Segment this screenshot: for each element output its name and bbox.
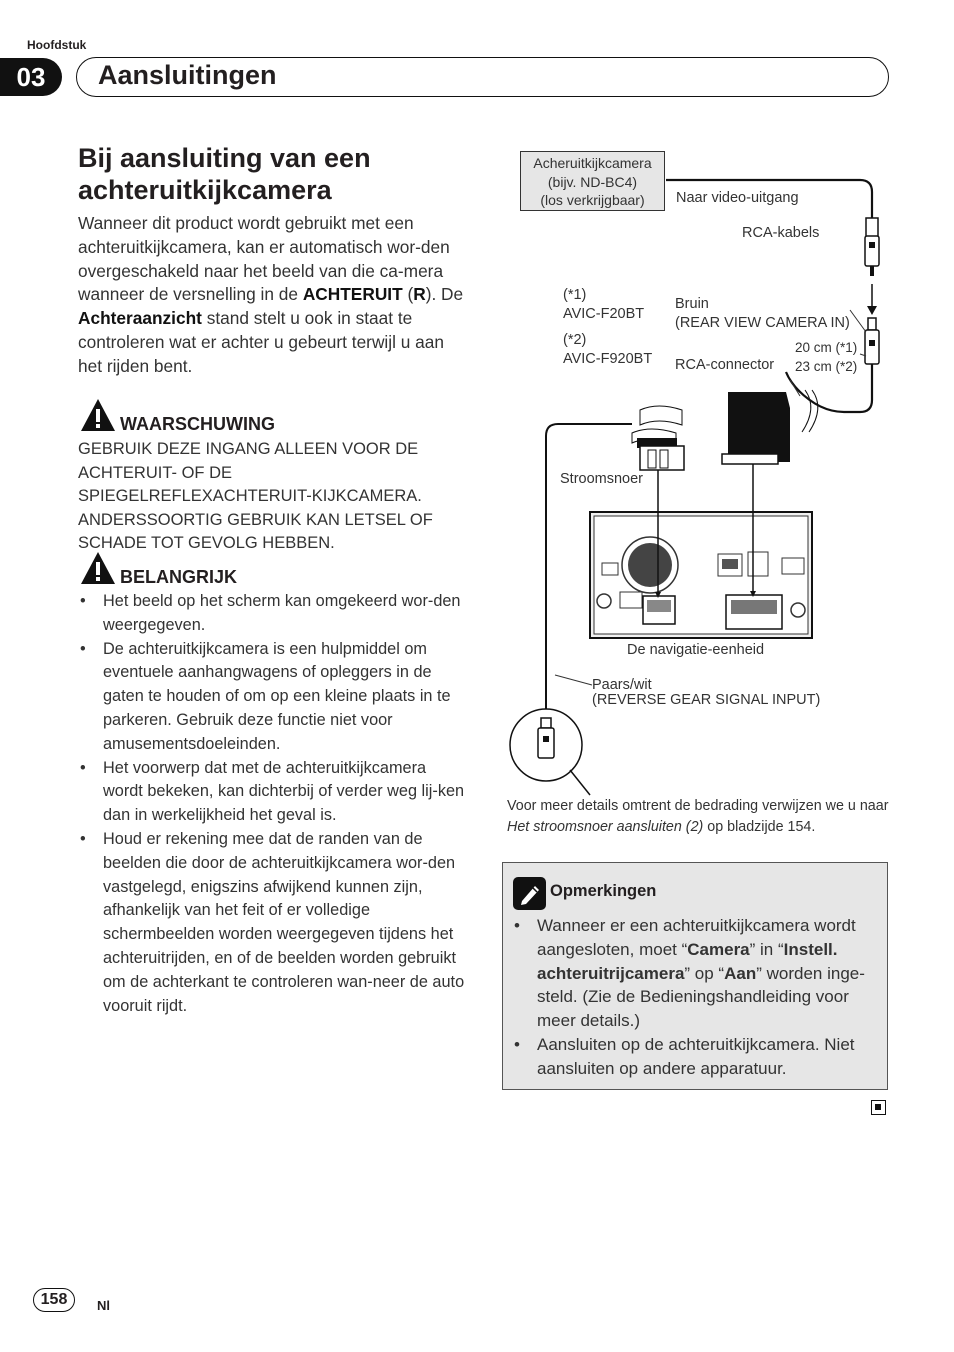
diagram-caption [507,796,892,838]
model-2-tag: (*2) [563,332,587,348]
intro-text: stand stelt u ook in staat te controleren wat er achter u gebeurt terwijl u aan het rijden bent. [78,308,444,376]
power-cord-label: Stroomsnoer [560,471,644,487]
caption-reference: Het stroomsnoer aansluiten (2) [507,819,704,835]
list-item: • De achteruitkijkcamera is een hulpmiddel om eventuele aanhangwagens of opleggers in de gaten te houden of om op een kleine plaats in te parkeren. Gebruik deze functie niet voor amusementsdoeleinden. [78,638,466,757]
length-1-label: 20 cm (*1) [795,340,858,355]
camera-box-line: (los verkrijgbaar) [540,192,645,208]
end-of-section-mark [871,1100,886,1115]
note-bold: Instell. achteruitrijcamera [537,939,838,983]
note-bold: Aan [724,963,757,983]
intro-bold: ACHTERUIT [302,284,403,305]
note-text: ” in “ [749,939,784,959]
model-1-tag: (*1) [563,287,587,303]
chapter-number: 03 [0,58,62,96]
pencil-icon [513,877,546,910]
note-bold: Camera [687,939,750,959]
video-out-label: Naar video-uitgang [676,190,799,206]
intro-text: ( [402,284,414,305]
rear-view-in-label: (REAR VIEW CAMERA IN) [675,315,850,331]
section-title: Bij aansluiting van een achteruitkijkcamera [78,143,371,205]
note-text: ” worden inge-steld. (Zie de Bedieningshandleiding voor meer details.) [537,963,865,1031]
rca-cables-label: RCA-kabels [742,225,820,241]
camera-box-line: Acheruitkijkcamera [533,155,652,171]
caption-text: Voor meer details omtrent de bedrading verwijzen we u naar [507,798,889,814]
important-list [78,590,466,1018]
intro-paragraph [78,212,468,379]
important-icon [80,551,116,585]
model-1-label: AVIC-F20BT [563,306,645,322]
caption-text: op bladzijde 154. [703,819,816,835]
warning-icon [80,398,116,432]
intro-text: Wanneer dit product wordt gebruikt met een achteruitkijkcamera, kan er automatisch wor-den overgeschakeld naar het beeld van die ca-mera wanneer de versnelling in de [78,213,450,305]
list-item: • Houd er rekening mee dat de randen van de beelden die door de achteruitkijkcamera wor-den vastgelegd, enigszins afwijkend kunnen zijn, afhankelijk van het feit of er volledige schermbeelden worden weergegeven tijdens het achteruitrijden, en of de beelden worden gebruikt om de achterkant te controleren wan-neer de auto vooruit rijdt. [78,828,466,1018]
list-item: • Het voorwerp dat met de achteruitkijkcamera wordt bekeken, kan dichterbij of verder weg lij-ken dan in werkelijkheid het geval is. [78,757,466,828]
list-item: • Het beeld op het scherm kan omgekeerd wor-den weergegeven. [78,590,466,638]
nav-unit-label: De navigatie-eenheid [627,642,765,658]
camera-box [520,151,665,211]
model-2-label: AVIC-F920BT [563,351,653,367]
notes-title: Opmerkingen [550,882,657,900]
purple-white-label: Paars/wit [592,677,652,693]
list-item [512,914,882,1033]
intro-text: ). De [425,284,464,305]
warning-title: WAARSCHUWING [120,414,275,434]
length-2-label: 23 cm (*2) [795,359,858,374]
warning-text: GEBRUIK DEZE INGANG ALLEEN VOOR DE ACHTERUIT- OF DE SPIEGELREFLEXACHTERUIT-KIJKCAMERA. ANDERSSOORTIG GEBRUIK KAN LETSEL OF SCHADE TOT GEVOLG HEBBEN. [78,440,433,553]
important-title: BELANGRIJK [120,567,238,587]
chapter-label: Hoofdstuk [27,38,87,52]
note-text: ” op “ [684,963,725,983]
list-item: • Aansluiten op de achteruitkijkcamera. Niet aansluiten op andere apparatuur. [512,1033,882,1081]
intro-bold: Achteraanzicht [78,308,202,329]
rca-connector-label: RCA-connector [675,357,775,373]
camera-box-line: (bijv. ND-BC4) [547,173,638,190]
notes-list [512,914,882,1081]
chapter-title: Aansluitingen [98,60,277,90]
page-number: 158 [33,1288,75,1312]
reverse-signal-label: (REVERSE GEAR SIGNAL INPUT) [592,692,821,708]
language-code: Nl [97,1298,110,1313]
note-text: Wanneer er een achteruitkijkcamera wordt aangesloten, moet “ [537,916,856,959]
intro-bold: R [413,284,426,305]
brown-label: Bruin [675,296,709,312]
